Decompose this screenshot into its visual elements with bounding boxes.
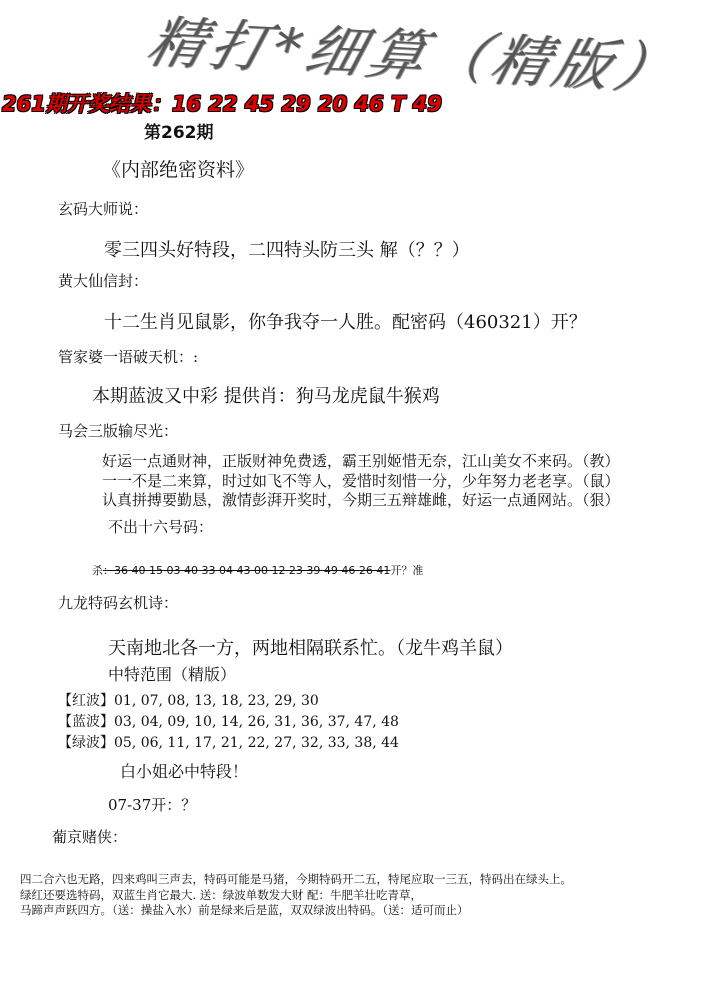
range-label: 中特范围（精版） <box>108 665 237 684</box>
huang-label: 黄大仙信封： <box>58 272 149 290</box>
wave-numbers: 01, 07, 08, 13, 18, 23, 29, 30 <box>114 693 319 709</box>
no16-label: 不出十六号码： <box>108 518 214 536</box>
wave-name: 【红波】 <box>58 693 114 709</box>
kill-prefix: 杀 <box>92 564 103 577</box>
mahui-line: 一一不是二来算，时过如飞不等人，爱惜时刻惜一分，少年努力老老享。（鼠） <box>102 471 620 490</box>
footer-line: 绿红还要选特码，双蓝生肖它最大. 送：绿波单数发大财 配：牛肥羊壮吃青草， <box>20 887 422 902</box>
kill-suffix: 开？准 <box>390 564 424 577</box>
jiulong-text: 天南地北各一方，两地相隔联系忙。（龙牛鸡羊鼠） <box>108 638 513 659</box>
mahui-poem <box>102 452 620 511</box>
bai-text: 白小姐必中特段！ <box>120 762 249 781</box>
footer-poem <box>20 872 572 919</box>
open-text: 07-37开：？ <box>108 796 197 814</box>
mahui-label: 马会三版输尽光： <box>58 422 179 440</box>
guanjia-text: 本期蓝波又中彩 提供肖：狗马龙虎鼠牛猴鸡 <box>92 386 440 407</box>
xuanma-text: 零三四头好特段，二四特头防三头 解（？？） <box>104 240 470 261</box>
wave-row-green <box>58 732 399 752</box>
wave-name: 【绿波】 <box>58 735 114 751</box>
result-line: 261期开奖结果：16 22 45 29 20 46 T 49 <box>2 92 442 116</box>
jiulong-label: 九龙特码玄机诗： <box>58 594 179 612</box>
kill-line <box>92 562 423 578</box>
footer-line: 马蹄声声跃四方。（送：操盐入水）前是绿来后是蓝，双双绿波出特码。（送：适可而止） <box>20 903 469 917</box>
issue-number: 第262期 <box>144 123 214 143</box>
wave-name: 【蓝波】 <box>58 714 114 730</box>
pujing-label: 葡京赌侠： <box>52 828 128 846</box>
banner-title: 精打*细算（精版） <box>140 10 688 103</box>
footer-line: 四二合六也无路，四来鸡叫三声去，特码可能是马猪，今期特码开二五，特尾应取一三五，特码出在绿头上。 <box>20 872 572 886</box>
mahui-line: 认真拼搏要勤恳，激情彭湃开奖时，今期三五辩雄雌，好运一点通网站。（狠） <box>102 491 620 509</box>
wave-numbers: 03, 04, 09, 10, 14, 26, 31, 36, 37, 47, 48 <box>114 714 399 730</box>
huang-text: 十二生肖见鼠影，你争我夺一人胜。配密码（460321）开？ <box>104 312 587 333</box>
kill-numbers: ：36 40 15 03 40 33 04 43 00 12 23 39 49 46 26 41 <box>103 564 391 577</box>
mahui-line: 好运一点通财神，正版财神免费透，霸王别姬惜无奈，江山美女不来码。（教） <box>102 452 620 470</box>
document-title: 《内部绝密资料》 <box>102 159 255 181</box>
guanjia-label: 管家婆一语破天机：: <box>58 348 199 366</box>
wave-numbers: 05, 06, 11, 17, 21, 22, 27, 32, 33, 38, 44 <box>114 735 399 751</box>
wave-row-blue <box>58 711 399 731</box>
xuanma-label: 玄码大师说： <box>58 200 149 218</box>
wave-row-red <box>58 690 319 710</box>
